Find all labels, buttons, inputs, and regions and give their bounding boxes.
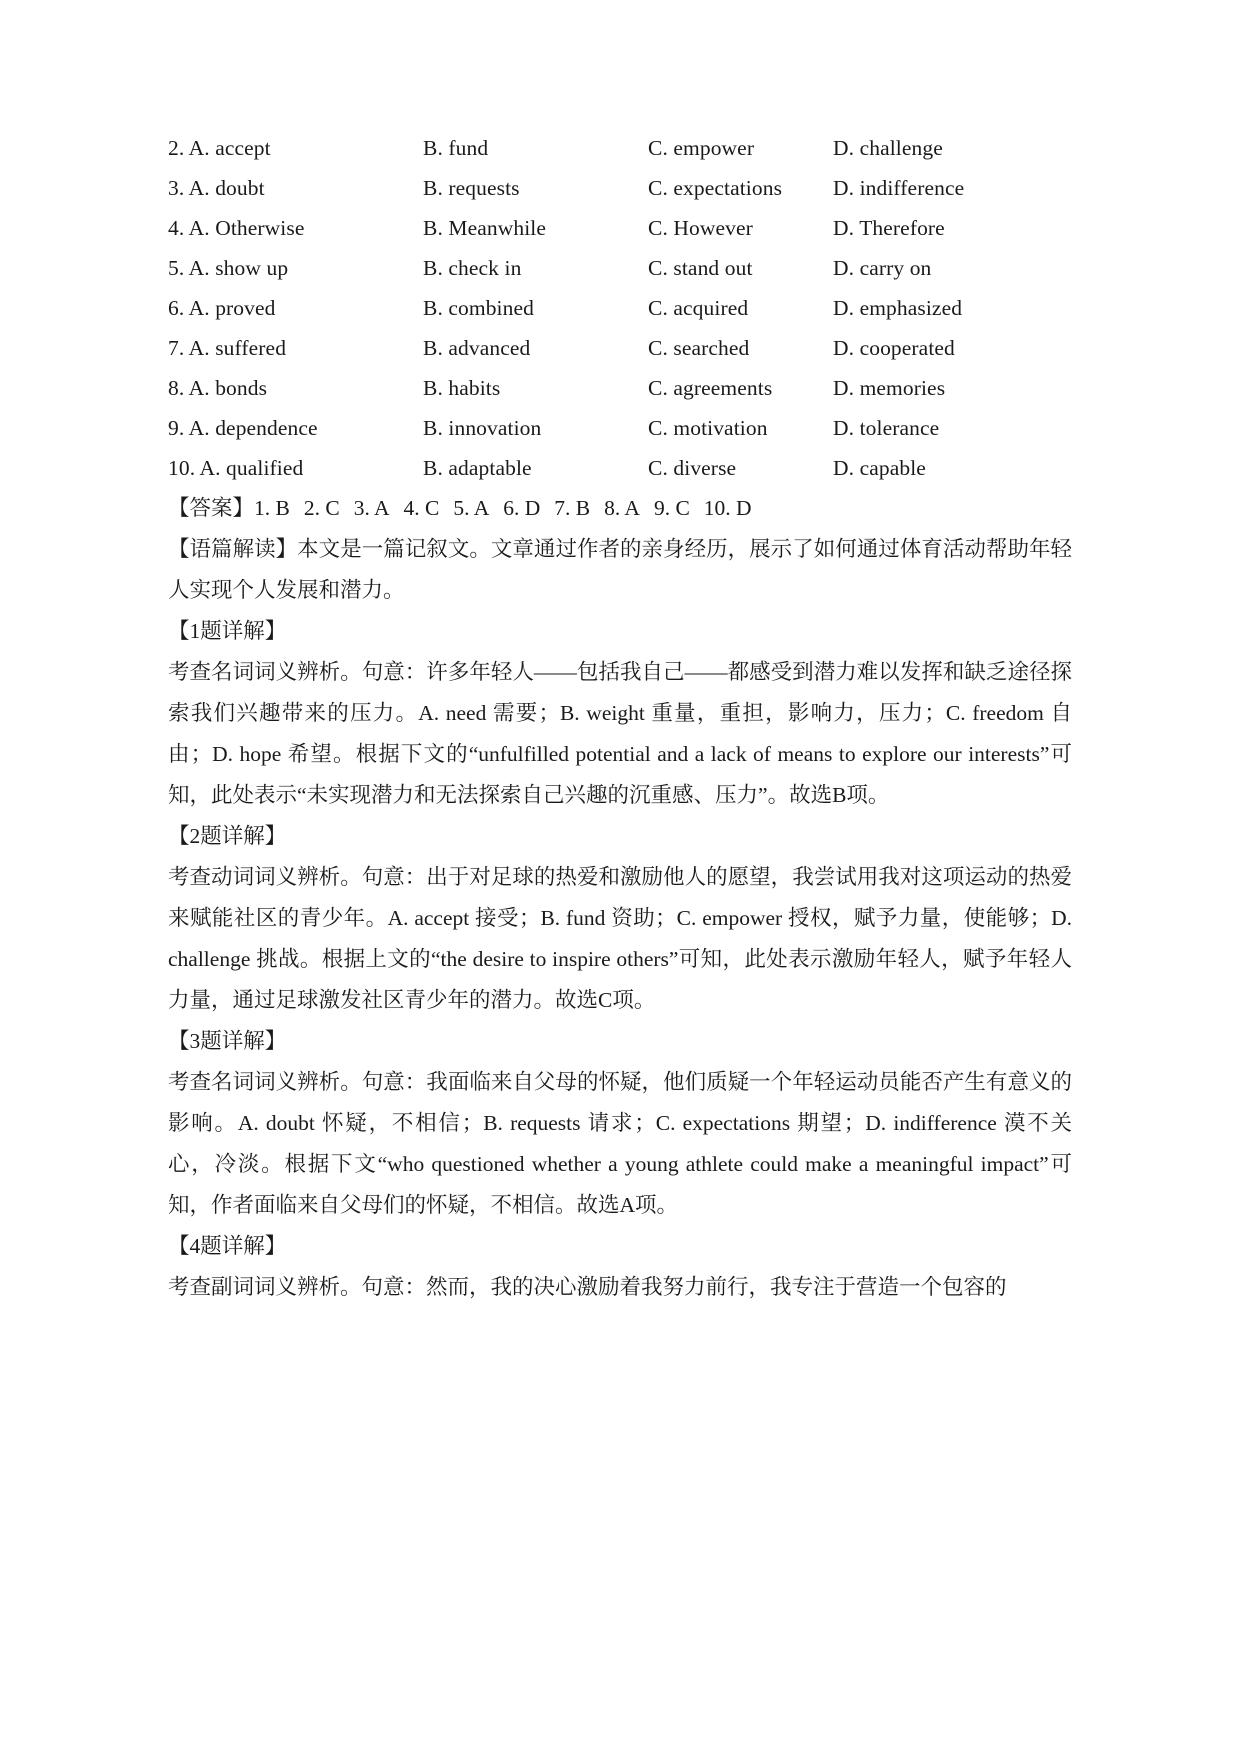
table-row bbox=[168, 128, 1072, 168]
explanation-1-text: 考查名词词义辨析。句意：许多年轻人——包括我自己——都感受到潜力难以发挥和缺乏途径探索我们兴趣带来的压力。A. need 需要；B. weight 重量，重担，影响力，压力；C. freedom 自由；D. hope 希望。根据下文的“unfulfilled potential and a lack of means to explore our interests”可知，此处表示“未实现潜力和无法探索自己兴趣的沉重感、压力”。故选B项。 bbox=[168, 660, 1072, 807]
option-d: D. tolerance bbox=[833, 416, 940, 440]
option-row-number-and-a bbox=[168, 408, 423, 448]
option-a-label: A. proved bbox=[188, 296, 276, 320]
answer-item: 5. A bbox=[453, 496, 490, 520]
option-a-text: 3. bbox=[168, 176, 185, 200]
answer-item: 9. C bbox=[653, 496, 690, 520]
option-d: D. capable bbox=[833, 456, 926, 480]
explanation-3-text: 考查名词词义辨析。句意：我面临来自父母的怀疑，他们质疑一个年轻运动员能否产生有意义的影响。A. doubt 怀疑，不相信；B. requests 请求；C. expectations 期望；D. indifference 漠不关心，冷淡。根据下文“who questioned whether a young athlete could make a meaningful impact”可知，作者面临来自父母们的怀疑，不相信。故选A项。 bbox=[168, 1070, 1072, 1217]
option-b: B. Meanwhile bbox=[423, 216, 547, 240]
option-a-label: A. doubt bbox=[188, 176, 265, 200]
explanation-4-heading: 【4题详解】 bbox=[168, 1234, 287, 1258]
option-b: B. check in bbox=[423, 256, 522, 280]
option-a-text: 5. bbox=[168, 256, 185, 280]
option-d: D. challenge bbox=[833, 136, 943, 160]
answer-item: 10. D bbox=[703, 496, 752, 520]
option-c: C. expectations bbox=[648, 176, 783, 200]
option-row-number-and-a bbox=[168, 208, 423, 248]
option-c: C. agreements bbox=[648, 376, 773, 400]
option-a-text: 7. bbox=[168, 336, 185, 360]
option-d: D. Therefore bbox=[833, 216, 945, 240]
option-b: B. habits bbox=[423, 376, 501, 400]
option-a-text: 4. bbox=[168, 216, 185, 240]
option-b: B. adaptable bbox=[423, 456, 532, 480]
option-a-label: A. bonds bbox=[188, 376, 268, 400]
explanation-2-text: 考查动词词义辨析。句意：出于对足球的热爱和激励他人的愿望，我尝试用我对这项运动的热爱来赋能社区的青少年。A. accept 接受；B. fund 资助；C. empower 授权，赋予力量，使能够；D. challenge 挑战。根据上文的“the desire to inspire others”可知，此处表示激励年轻人，赋予年轻人力量，通过足球激发社区青少年的潜力。故选C项。 bbox=[168, 865, 1072, 1012]
option-c: C. empower bbox=[648, 136, 755, 160]
table-row bbox=[168, 448, 1072, 488]
option-row-number-and-a bbox=[168, 448, 423, 488]
option-d: D. memories bbox=[833, 376, 946, 400]
options-rows bbox=[168, 128, 1072, 488]
option-b: B. advanced bbox=[423, 336, 531, 360]
option-c: C. diverse bbox=[648, 456, 737, 480]
answer-item: 8. A bbox=[604, 496, 640, 520]
table-row bbox=[168, 168, 1072, 208]
option-c: C. However bbox=[648, 216, 753, 240]
option-row-number-and-a bbox=[168, 328, 423, 368]
answer-item: 1. B bbox=[254, 496, 290, 520]
table-row bbox=[168, 368, 1072, 408]
option-a-label: A. accept bbox=[188, 136, 271, 160]
passage-analysis-paragraph bbox=[168, 529, 1072, 611]
passage-analysis-label: 【语篇解读】 bbox=[168, 537, 298, 561]
explanation-3-heading: 【3题详解】 bbox=[168, 1029, 287, 1053]
option-c: C. acquired bbox=[648, 296, 749, 320]
explanation-2-heading: 【2题详解】 bbox=[168, 824, 287, 848]
option-row-number-and-a bbox=[168, 168, 423, 208]
option-row-number-and-a bbox=[168, 248, 423, 288]
option-a-label: A. Otherwise bbox=[188, 216, 305, 240]
explanation-1-heading: 【1题详解】 bbox=[168, 619, 287, 643]
option-b: B. combined bbox=[423, 296, 534, 320]
explanation-4-text: 考查副词词义辨析。句意：然而，我的决心激励着我努力前行，我专注于营造一个包容的 bbox=[168, 1275, 1007, 1299]
option-c: C. stand out bbox=[648, 256, 753, 280]
option-d: D. emphasized bbox=[833, 296, 963, 320]
option-row-number-and-a bbox=[168, 368, 423, 408]
table-row bbox=[168, 248, 1072, 288]
option-a-label: A. show up bbox=[188, 256, 289, 280]
table-row bbox=[168, 408, 1072, 448]
option-b: B. innovation bbox=[423, 416, 542, 440]
option-d: D. carry on bbox=[833, 256, 932, 280]
answer-item: 3. A bbox=[353, 496, 390, 520]
option-d: D. indifference bbox=[833, 176, 965, 200]
option-c: C. motivation bbox=[648, 416, 768, 440]
option-a-label: A. suffered bbox=[188, 336, 287, 360]
table-row bbox=[168, 328, 1072, 368]
option-row-number-and-a bbox=[168, 288, 423, 328]
answer-item: 2. C bbox=[303, 496, 340, 520]
option-b: B. fund bbox=[423, 136, 489, 160]
passage-analysis-text: 本文是一篇记叙文。文章通过作者的亲身经历，展示了如何通过体育活动帮助年轻人实现个人发展和潜力。 bbox=[168, 537, 1072, 602]
option-row-number-and-a bbox=[168, 128, 423, 168]
option-a-text: 2. bbox=[168, 136, 185, 160]
table-row bbox=[168, 288, 1072, 328]
answer-item: 6. D bbox=[503, 496, 541, 520]
cloze-options-table bbox=[168, 128, 1072, 488]
option-b: B. requests bbox=[423, 176, 520, 200]
option-a-text: 6. bbox=[168, 296, 185, 320]
option-a-label: A. qualified bbox=[199, 456, 304, 480]
option-c: C. searched bbox=[648, 336, 750, 360]
answer-item: 7. B bbox=[554, 496, 591, 520]
option-a-text: 9. bbox=[168, 416, 185, 440]
answer-item: 4. C bbox=[403, 496, 440, 520]
option-a-label: A. dependence bbox=[188, 416, 318, 440]
answer-key-label: 【答案】 bbox=[168, 496, 255, 520]
option-a-text: 10. bbox=[168, 456, 196, 480]
table-row bbox=[168, 208, 1072, 248]
option-a-text: 8. bbox=[168, 376, 185, 400]
answer-key-line bbox=[168, 488, 1072, 529]
option-d: D. cooperated bbox=[833, 336, 955, 360]
